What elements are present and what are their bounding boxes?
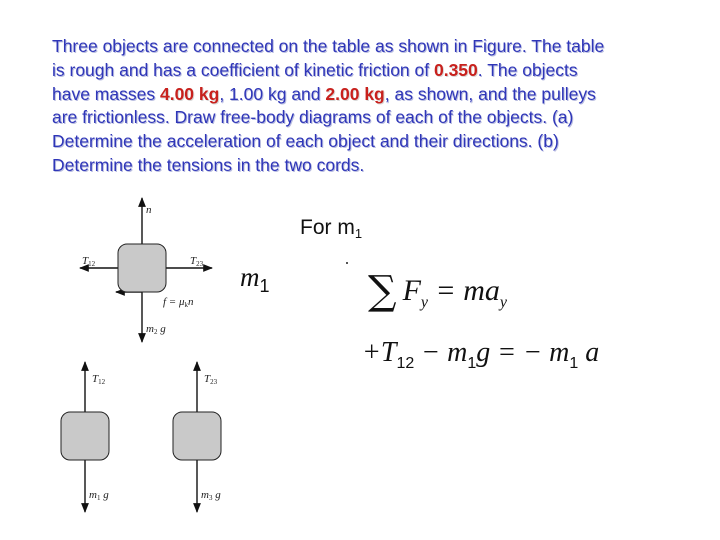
- for-m1-label: For $m_1$: [300, 216, 363, 241]
- problem-line-3c: , as shown, and the pulleys: [384, 83, 596, 104]
- label-n: n: [146, 204, 152, 216]
- fbd-top-block: [80, 198, 212, 342]
- problem-line-5: Determine the acceleration of each object and their directions. (b): [52, 131, 559, 152]
- problem-line-2a: is rough and has a coefficient of kinetic friction of: [52, 59, 434, 80]
- block-m2: [118, 244, 166, 292]
- mass-1-value: 4.00 kg: [159, 83, 220, 104]
- problem-line-6: Determine the tensions in the two cords.: [52, 154, 365, 175]
- label-weight-m3: m3 g: [201, 489, 221, 502]
- friction-coefficient-value: 0.350: [433, 59, 478, 80]
- block-m1: [61, 412, 109, 460]
- problem-line-1: Three objects are connected on the table as shown in Figure. The table: [52, 36, 605, 56]
- problem-line-3a: have masses: [52, 83, 160, 104]
- problem-line-2b: . The objects: [477, 59, 578, 80]
- label-t23-right: T23: [204, 373, 218, 386]
- stray-dot: [346, 262, 348, 264]
- label-t12-left: T12: [92, 373, 106, 386]
- equation-sum-forces: ∑ $F_y = ma_y$: [368, 268, 508, 314]
- fbd-left-block: [61, 362, 109, 512]
- label-t12-top: T12: [82, 255, 96, 268]
- fbd-right-block: [173, 362, 221, 512]
- equation-m1-motion: $+T_{12} - m_1g$ = − $m_1$ a: [362, 337, 600, 372]
- m1-label: $m_1$: [240, 262, 270, 296]
- mass-3-value: 2.00 kg: [325, 83, 385, 104]
- label-t23-top: T23: [190, 255, 204, 268]
- label-friction: f = μkn: [163, 296, 194, 309]
- problem-line-3b: , 1.00 kg and: [219, 83, 326, 104]
- label-weight-m2: m2 g: [146, 323, 166, 336]
- label-weight-m1: m1 g: [89, 489, 109, 502]
- block-m3: [173, 412, 221, 460]
- problem-line-4: are frictionless. Draw free-body diagrams of each of the objects. (a): [52, 107, 574, 128]
